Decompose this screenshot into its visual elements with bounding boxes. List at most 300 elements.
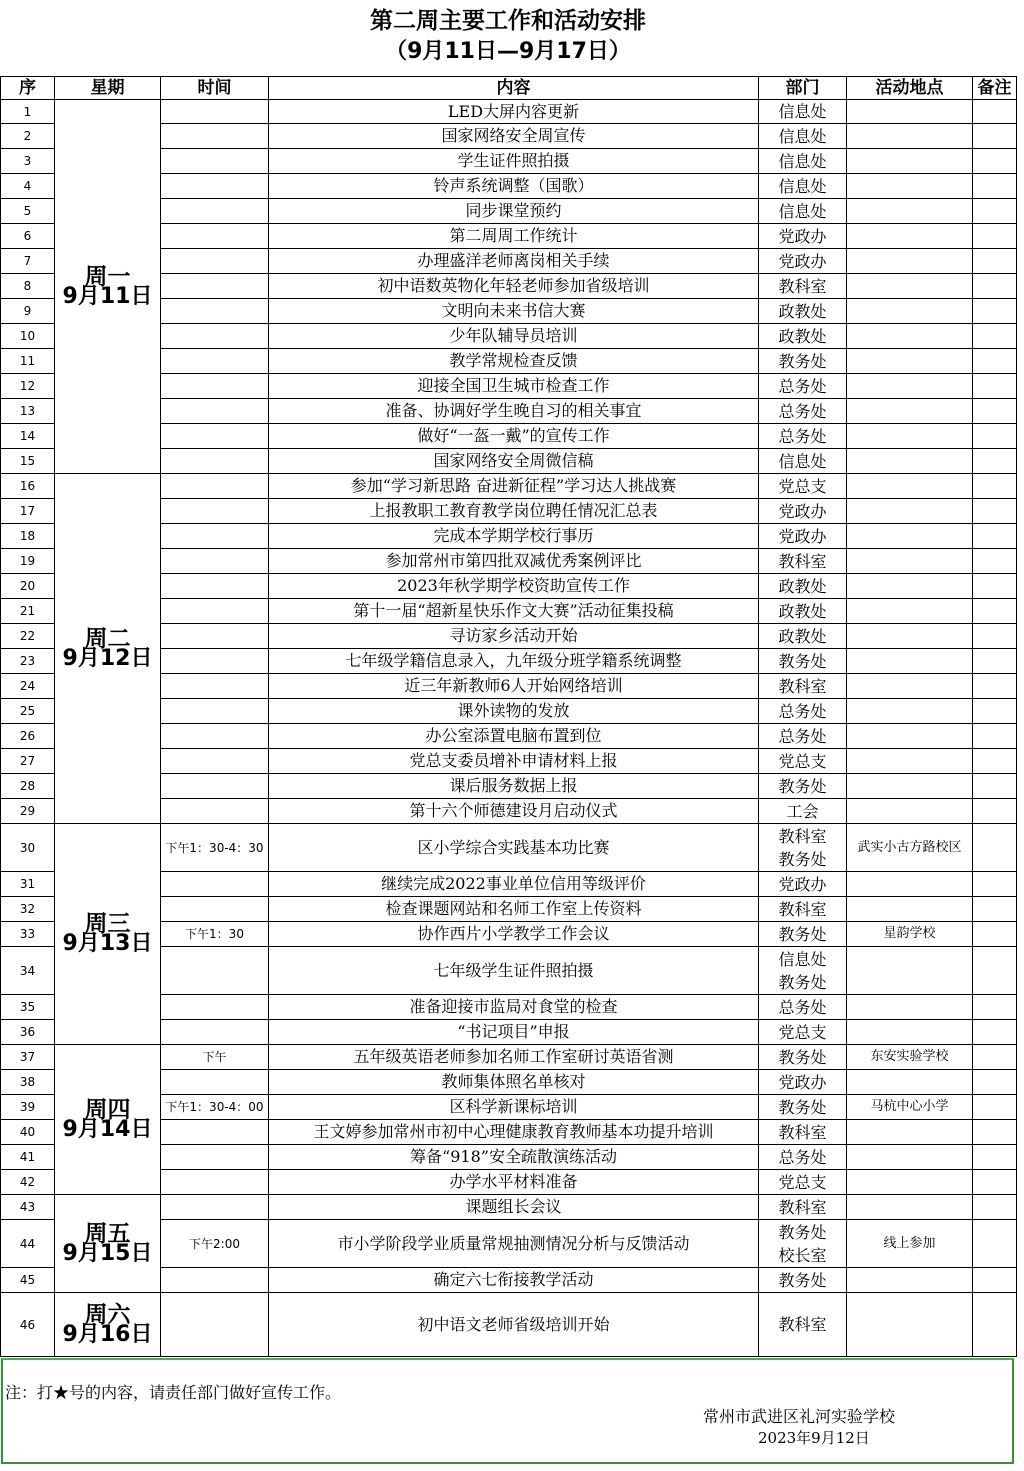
- row-dept: [759, 549, 847, 574]
- row-place: [847, 199, 973, 224]
- row-content: 检查课题网站和名师工作室上传资料: [269, 897, 759, 922]
- row-place: [847, 1070, 973, 1095]
- row-note: [973, 624, 1017, 649]
- row-time: [161, 374, 269, 399]
- row-place: [847, 1145, 973, 1170]
- row-content: 国家网络安全周宣传: [269, 124, 759, 149]
- row-time: [161, 872, 269, 897]
- row-note: [973, 174, 1017, 199]
- row-time: [161, 1293, 269, 1357]
- row-dept: [759, 1145, 847, 1170]
- row-dept: [759, 374, 847, 399]
- row-content: 五年级英语老师参加名师工作室研讨英语省测: [269, 1045, 759, 1070]
- row-content: 准备、协调好学生晚自习的相关事宜: [269, 399, 759, 424]
- row-place: [847, 124, 973, 149]
- row-note: [973, 872, 1017, 897]
- dept-name: 校长室: [778, 1245, 827, 1265]
- row-place: [847, 1020, 973, 1045]
- school-name: 常州市武进区礼河实验学校: [703, 1407, 896, 1426]
- row-place: [847, 649, 973, 674]
- row-dept: [759, 399, 847, 424]
- row-dept: [759, 424, 847, 449]
- row-dept: [759, 699, 847, 724]
- header-content: 内容: [269, 77, 759, 100]
- row-note: [973, 349, 1017, 374]
- dept-name: 信息处: [778, 126, 827, 146]
- dept-name: 总务处: [778, 997, 827, 1017]
- footer-date: 2023年9月12日: [758, 1429, 870, 1447]
- dept-name: 教务处: [778, 972, 827, 992]
- row-place: [847, 1195, 973, 1220]
- row-note: [973, 1170, 1017, 1195]
- row-dept: [759, 1120, 847, 1145]
- row-note: [973, 274, 1017, 299]
- row-time: [161, 249, 269, 274]
- day-cell: [55, 824, 161, 1045]
- row-time: [161, 995, 269, 1020]
- row-seq: 30: [1, 824, 55, 872]
- row-dept: [759, 897, 847, 922]
- row-seq: 4: [1, 174, 55, 199]
- row-content: 铃声系统调整（国歌）: [269, 174, 759, 199]
- header-row: [1, 77, 1017, 100]
- row-dept: [759, 1045, 847, 1070]
- row-seq: 7: [1, 249, 55, 274]
- row-dept: [759, 624, 847, 649]
- row-note: [973, 224, 1017, 249]
- row-time: [161, 1268, 269, 1293]
- row-seq: 9: [1, 299, 55, 324]
- row-time: [161, 199, 269, 224]
- footer-note: 注：打★号的内容，请责任部门做好宣传工作。: [5, 1383, 342, 1402]
- row-seq: 15: [1, 449, 55, 474]
- row-content: 第二周周工作统计: [269, 224, 759, 249]
- row-seq: 1: [1, 100, 55, 124]
- dept-name: 党总支: [778, 1022, 827, 1042]
- row-dept: [759, 124, 847, 149]
- row-dept: [759, 449, 847, 474]
- row-dept: [759, 149, 847, 174]
- row-content: 继续完成2022事业单位信用等级评价: [269, 872, 759, 897]
- row-note: [973, 574, 1017, 599]
- row-seq: 34: [1, 947, 55, 995]
- row-note: [973, 824, 1017, 872]
- row-place: [847, 674, 973, 699]
- row-place: [847, 224, 973, 249]
- row-time: [161, 424, 269, 449]
- row-place: [847, 799, 973, 824]
- dept-name: 党政办: [778, 526, 827, 546]
- row-dept: [759, 774, 847, 799]
- row-place: 武实小古方路校区: [847, 824, 973, 872]
- row-seq: 17: [1, 499, 55, 524]
- dept-name: 教科室: [778, 676, 827, 696]
- day-date: 9月15日: [62, 1240, 153, 1266]
- dept-name: 教科室: [778, 551, 827, 571]
- row-note: [973, 1070, 1017, 1095]
- row-seq: 16: [1, 474, 55, 499]
- row-place: [847, 749, 973, 774]
- row-dept: [759, 574, 847, 599]
- row-seq: 43: [1, 1195, 55, 1220]
- row-time: [161, 399, 269, 424]
- day-date: 9月13日: [62, 931, 153, 956]
- row-time: [161, 624, 269, 649]
- row-seq: 46: [1, 1293, 55, 1357]
- row-content: 协作西片小学教学工作会议: [269, 922, 759, 947]
- row-content: 2023年秋学期学校资助宣传工作: [269, 574, 759, 599]
- dept-name: 教科室: [778, 1197, 827, 1217]
- row-dept: [759, 872, 847, 897]
- row-seq: 12: [1, 374, 55, 399]
- dept-name: 总务处: [778, 701, 827, 721]
- row-dept: [759, 224, 847, 249]
- row-time: [161, 774, 269, 799]
- row-time: [161, 1170, 269, 1195]
- row-time: [161, 699, 269, 724]
- row-note: [973, 699, 1017, 724]
- row-note: [973, 922, 1017, 947]
- row-dept: [759, 199, 847, 224]
- row-time: [161, 100, 269, 124]
- row-note: [973, 100, 1017, 124]
- dept-name: 教务处: [778, 351, 827, 371]
- row-note: [973, 1195, 1017, 1220]
- row-place: [847, 947, 973, 995]
- row-note: [973, 549, 1017, 574]
- row-seq: 18: [1, 524, 55, 549]
- table-row: [1, 474, 1017, 499]
- dept-name: 信息处: [778, 451, 827, 471]
- row-content: 区科学新课标培训: [269, 1095, 759, 1120]
- row-note: [973, 1120, 1017, 1145]
- row-seq: 42: [1, 1170, 55, 1195]
- row-seq: 10: [1, 324, 55, 349]
- row-time: [161, 947, 269, 995]
- row-content: 办公室添置电脑布置到位: [269, 724, 759, 749]
- row-content: 课后服务数据上报: [269, 774, 759, 799]
- row-time: [161, 799, 269, 824]
- row-note: [973, 749, 1017, 774]
- dept-name: 教务处: [778, 651, 827, 671]
- row-seq: 39: [1, 1095, 55, 1120]
- row-content: 初中语数英物化年轻老师参加省级培训: [269, 274, 759, 299]
- row-time: [161, 299, 269, 324]
- day-cell: [55, 1293, 161, 1357]
- row-seq: 22: [1, 624, 55, 649]
- row-place: [847, 724, 973, 749]
- row-dept: [759, 947, 847, 995]
- row-seq: 41: [1, 1145, 55, 1170]
- row-note: [973, 474, 1017, 499]
- row-seq: 44: [1, 1220, 55, 1268]
- row-note: [973, 399, 1017, 424]
- row-note: [973, 149, 1017, 174]
- row-time: 下午: [161, 1045, 269, 1070]
- dept-name: 教科室: [778, 1315, 827, 1334]
- row-note: [973, 947, 1017, 995]
- row-time: [161, 224, 269, 249]
- row-time: [161, 1020, 269, 1045]
- row-note: [973, 1045, 1017, 1070]
- row-dept: [759, 649, 847, 674]
- row-place: [847, 324, 973, 349]
- row-seq: 26: [1, 724, 55, 749]
- day-name: 周三: [84, 911, 131, 937]
- footer: [1, 1358, 1014, 1464]
- dept-name: 党总支: [778, 476, 827, 496]
- row-dept: [759, 474, 847, 499]
- row-seq: 27: [1, 749, 55, 774]
- row-dept: [759, 1170, 847, 1195]
- dept-name: 教务处: [778, 1047, 827, 1067]
- row-place: [847, 349, 973, 374]
- row-seq: 13: [1, 399, 55, 424]
- row-place: [847, 897, 973, 922]
- row-time: [161, 1145, 269, 1170]
- row-place: [847, 1293, 973, 1357]
- row-time: [161, 674, 269, 699]
- dept-name: 工会: [786, 801, 819, 821]
- row-dept: [759, 922, 847, 947]
- row-place: [847, 995, 973, 1020]
- row-place: [847, 174, 973, 199]
- row-seq: 45: [1, 1268, 55, 1293]
- row-content: 参加“学习新思路 奋进新征程”学习达人挑战赛: [269, 474, 759, 499]
- row-content: 完成本学期学校行事历: [269, 524, 759, 549]
- dept-name: 信息处: [778, 102, 827, 121]
- dept-name: 教务处: [778, 776, 827, 796]
- row-note: [973, 299, 1017, 324]
- row-time: [161, 1195, 269, 1220]
- row-place: [847, 1268, 973, 1293]
- dept-name: 教科室: [778, 1122, 827, 1142]
- row-content: 党总支委员增补申请材料上报: [269, 749, 759, 774]
- dept-name: 政教处: [778, 301, 827, 321]
- row-content: 同步课堂预约: [269, 199, 759, 224]
- row-place: [847, 374, 973, 399]
- row-time: [161, 549, 269, 574]
- row-time: [161, 349, 269, 374]
- row-content: 上报教职工教育教学岗位聘任情况汇总表: [269, 499, 759, 524]
- row-content: 办学水平材料准备: [269, 1170, 759, 1195]
- row-seq: 24: [1, 674, 55, 699]
- row-dept: [759, 174, 847, 199]
- row-place: [847, 872, 973, 897]
- dept-name: 教务处: [778, 1270, 827, 1290]
- schedule-body: [1, 100, 1017, 1357]
- row-place: 东安实验学校: [847, 1045, 973, 1070]
- dept-name: 教科室: [778, 899, 827, 919]
- row-note: [973, 1220, 1017, 1268]
- row-dept: [759, 1020, 847, 1045]
- dept-name: 教科室: [778, 826, 827, 846]
- row-content: 少年队辅导员培训: [269, 324, 759, 349]
- row-content: 参加常州市第四批双减优秀案例评比: [269, 549, 759, 574]
- row-content: 文明向未来书信大赛: [269, 299, 759, 324]
- row-content: 初中语文老师省级培训开始: [269, 1293, 759, 1357]
- row-content: 迎接全国卫生城市检查工作: [269, 374, 759, 399]
- row-dept: [759, 274, 847, 299]
- dept-name: 信息处: [778, 949, 827, 969]
- day-cell: [55, 1195, 161, 1293]
- table-row: [1, 1045, 1017, 1070]
- row-place: [847, 274, 973, 299]
- row-time: [161, 574, 269, 599]
- header-time: 时间: [161, 77, 269, 100]
- row-place: [847, 499, 973, 524]
- day-name: 周一: [84, 263, 131, 290]
- row-note: [973, 599, 1017, 624]
- row-content: 寻访家乡活动开始: [269, 624, 759, 649]
- row-time: [161, 124, 269, 149]
- row-seq: 29: [1, 799, 55, 824]
- row-content: 确定六七衔接教学活动: [269, 1268, 759, 1293]
- row-seq: 21: [1, 599, 55, 624]
- row-dept: [759, 299, 847, 324]
- row-seq: 38: [1, 1070, 55, 1095]
- row-note: [973, 199, 1017, 224]
- row-place: [847, 624, 973, 649]
- row-time: [161, 324, 269, 349]
- dept-name: 党总支: [778, 1172, 827, 1192]
- page-subtitle: （9月11日—9月17日）: [385, 39, 631, 64]
- row-note: [973, 324, 1017, 349]
- row-note: [973, 674, 1017, 699]
- header-place: 活动地点: [847, 77, 973, 100]
- dept-name: 总务处: [778, 401, 827, 421]
- row-note: [973, 524, 1017, 549]
- row-note: [973, 1095, 1017, 1120]
- row-time: [161, 724, 269, 749]
- row-place: 星韵学校: [847, 922, 973, 947]
- row-content: 王文婷参加常州市初中心理健康教育教师基本功提升培训: [269, 1120, 759, 1145]
- row-seq: 35: [1, 995, 55, 1020]
- dept-name: 信息处: [778, 176, 827, 196]
- dept-name: 教务处: [778, 924, 827, 944]
- row-place: [847, 574, 973, 599]
- day-cell: [55, 474, 161, 824]
- row-seq: 6: [1, 224, 55, 249]
- row-content: 筹备“918”安全疏散演练活动: [269, 1145, 759, 1170]
- dept-name: 教务处: [778, 1222, 827, 1242]
- dept-name: 教科室: [778, 276, 827, 296]
- row-time: [161, 599, 269, 624]
- row-dept: [759, 799, 847, 824]
- row-note: [973, 499, 1017, 524]
- row-place: [847, 774, 973, 799]
- row-seq: 11: [1, 349, 55, 374]
- row-place: [847, 449, 973, 474]
- row-time: [161, 897, 269, 922]
- dept-name: 教务处: [778, 849, 827, 869]
- row-seq: 37: [1, 1045, 55, 1070]
- row-place: [847, 149, 973, 174]
- row-seq: 8: [1, 274, 55, 299]
- row-time: 下午1：30-4：30: [161, 824, 269, 872]
- row-content: 第十一届“超新星快乐作文大赛”活动征集投稿: [269, 599, 759, 624]
- dept-name: 政教处: [778, 601, 827, 621]
- row-time: 下午2:00: [161, 1220, 269, 1268]
- dept-name: 党政办: [778, 226, 827, 246]
- day-name: 周五: [84, 1220, 131, 1247]
- row-dept: [759, 249, 847, 274]
- row-seq: 36: [1, 1020, 55, 1045]
- schedule-table: [0, 76, 1017, 1357]
- dept-name: 党政办: [778, 1072, 827, 1092]
- row-content: 第十六个师德建设月启动仪式: [269, 799, 759, 824]
- row-time: 下午1：30-4：00: [161, 1095, 269, 1120]
- dept-name: 总务处: [778, 426, 827, 446]
- row-place: [847, 249, 973, 274]
- row-seq: 40: [1, 1120, 55, 1145]
- row-seq: 33: [1, 922, 55, 947]
- row-note: [973, 995, 1017, 1020]
- row-place: [847, 699, 973, 724]
- row-note: [973, 1145, 1017, 1170]
- row-time: [161, 174, 269, 199]
- row-note: [973, 724, 1017, 749]
- row-time: [161, 499, 269, 524]
- dept-name: 总务处: [778, 1147, 827, 1167]
- row-note: [973, 897, 1017, 922]
- dept-name: 教务处: [778, 1097, 827, 1117]
- row-time: 下午1：30: [161, 922, 269, 947]
- row-place: [847, 1120, 973, 1145]
- row-dept: [759, 674, 847, 699]
- row-place: 线上参加: [847, 1220, 973, 1268]
- row-place: [847, 100, 973, 124]
- row-dept: [759, 499, 847, 524]
- dept-name: 党政办: [778, 874, 827, 894]
- row-dept: [759, 749, 847, 774]
- dept-name: 政教处: [778, 626, 827, 646]
- row-content: 市小学阶段学业质量常规抽测情况分析与反馈活动: [269, 1220, 759, 1268]
- row-time: [161, 749, 269, 774]
- dept-name: 信息处: [778, 151, 827, 171]
- row-time: [161, 274, 269, 299]
- table-row: [1, 824, 1017, 872]
- day-cell: [55, 100, 161, 474]
- table-row: [1, 1293, 1017, 1357]
- day-date: 9月16日: [62, 1321, 153, 1347]
- row-time: [161, 449, 269, 474]
- day-cell: [55, 1045, 161, 1195]
- row-seq: 23: [1, 649, 55, 674]
- row-time: [161, 474, 269, 499]
- row-dept: [759, 995, 847, 1020]
- row-dept: [759, 824, 847, 872]
- row-note: [973, 1020, 1017, 1045]
- row-dept: [759, 1195, 847, 1220]
- row-place: [847, 524, 973, 549]
- row-content: 办理盛洋老师离岗相关手续: [269, 249, 759, 274]
- row-content: 教学常规检查反馈: [269, 349, 759, 374]
- row-seq: 19: [1, 549, 55, 574]
- row-seq: 28: [1, 774, 55, 799]
- header-weekday: 星期: [55, 77, 161, 100]
- dept-name: 总务处: [778, 726, 827, 746]
- row-place: [847, 599, 973, 624]
- day-date: 9月11日: [62, 283, 153, 309]
- page-title: 第二周主要工作和活动安排: [370, 7, 646, 34]
- row-note: [973, 449, 1017, 474]
- row-content: 教师集体照名单核对: [269, 1070, 759, 1095]
- dept-name: 党政办: [778, 251, 827, 271]
- row-content: LED大屏内容更新: [269, 100, 759, 124]
- row-seq: 25: [1, 699, 55, 724]
- dept-name: 政教处: [778, 326, 827, 346]
